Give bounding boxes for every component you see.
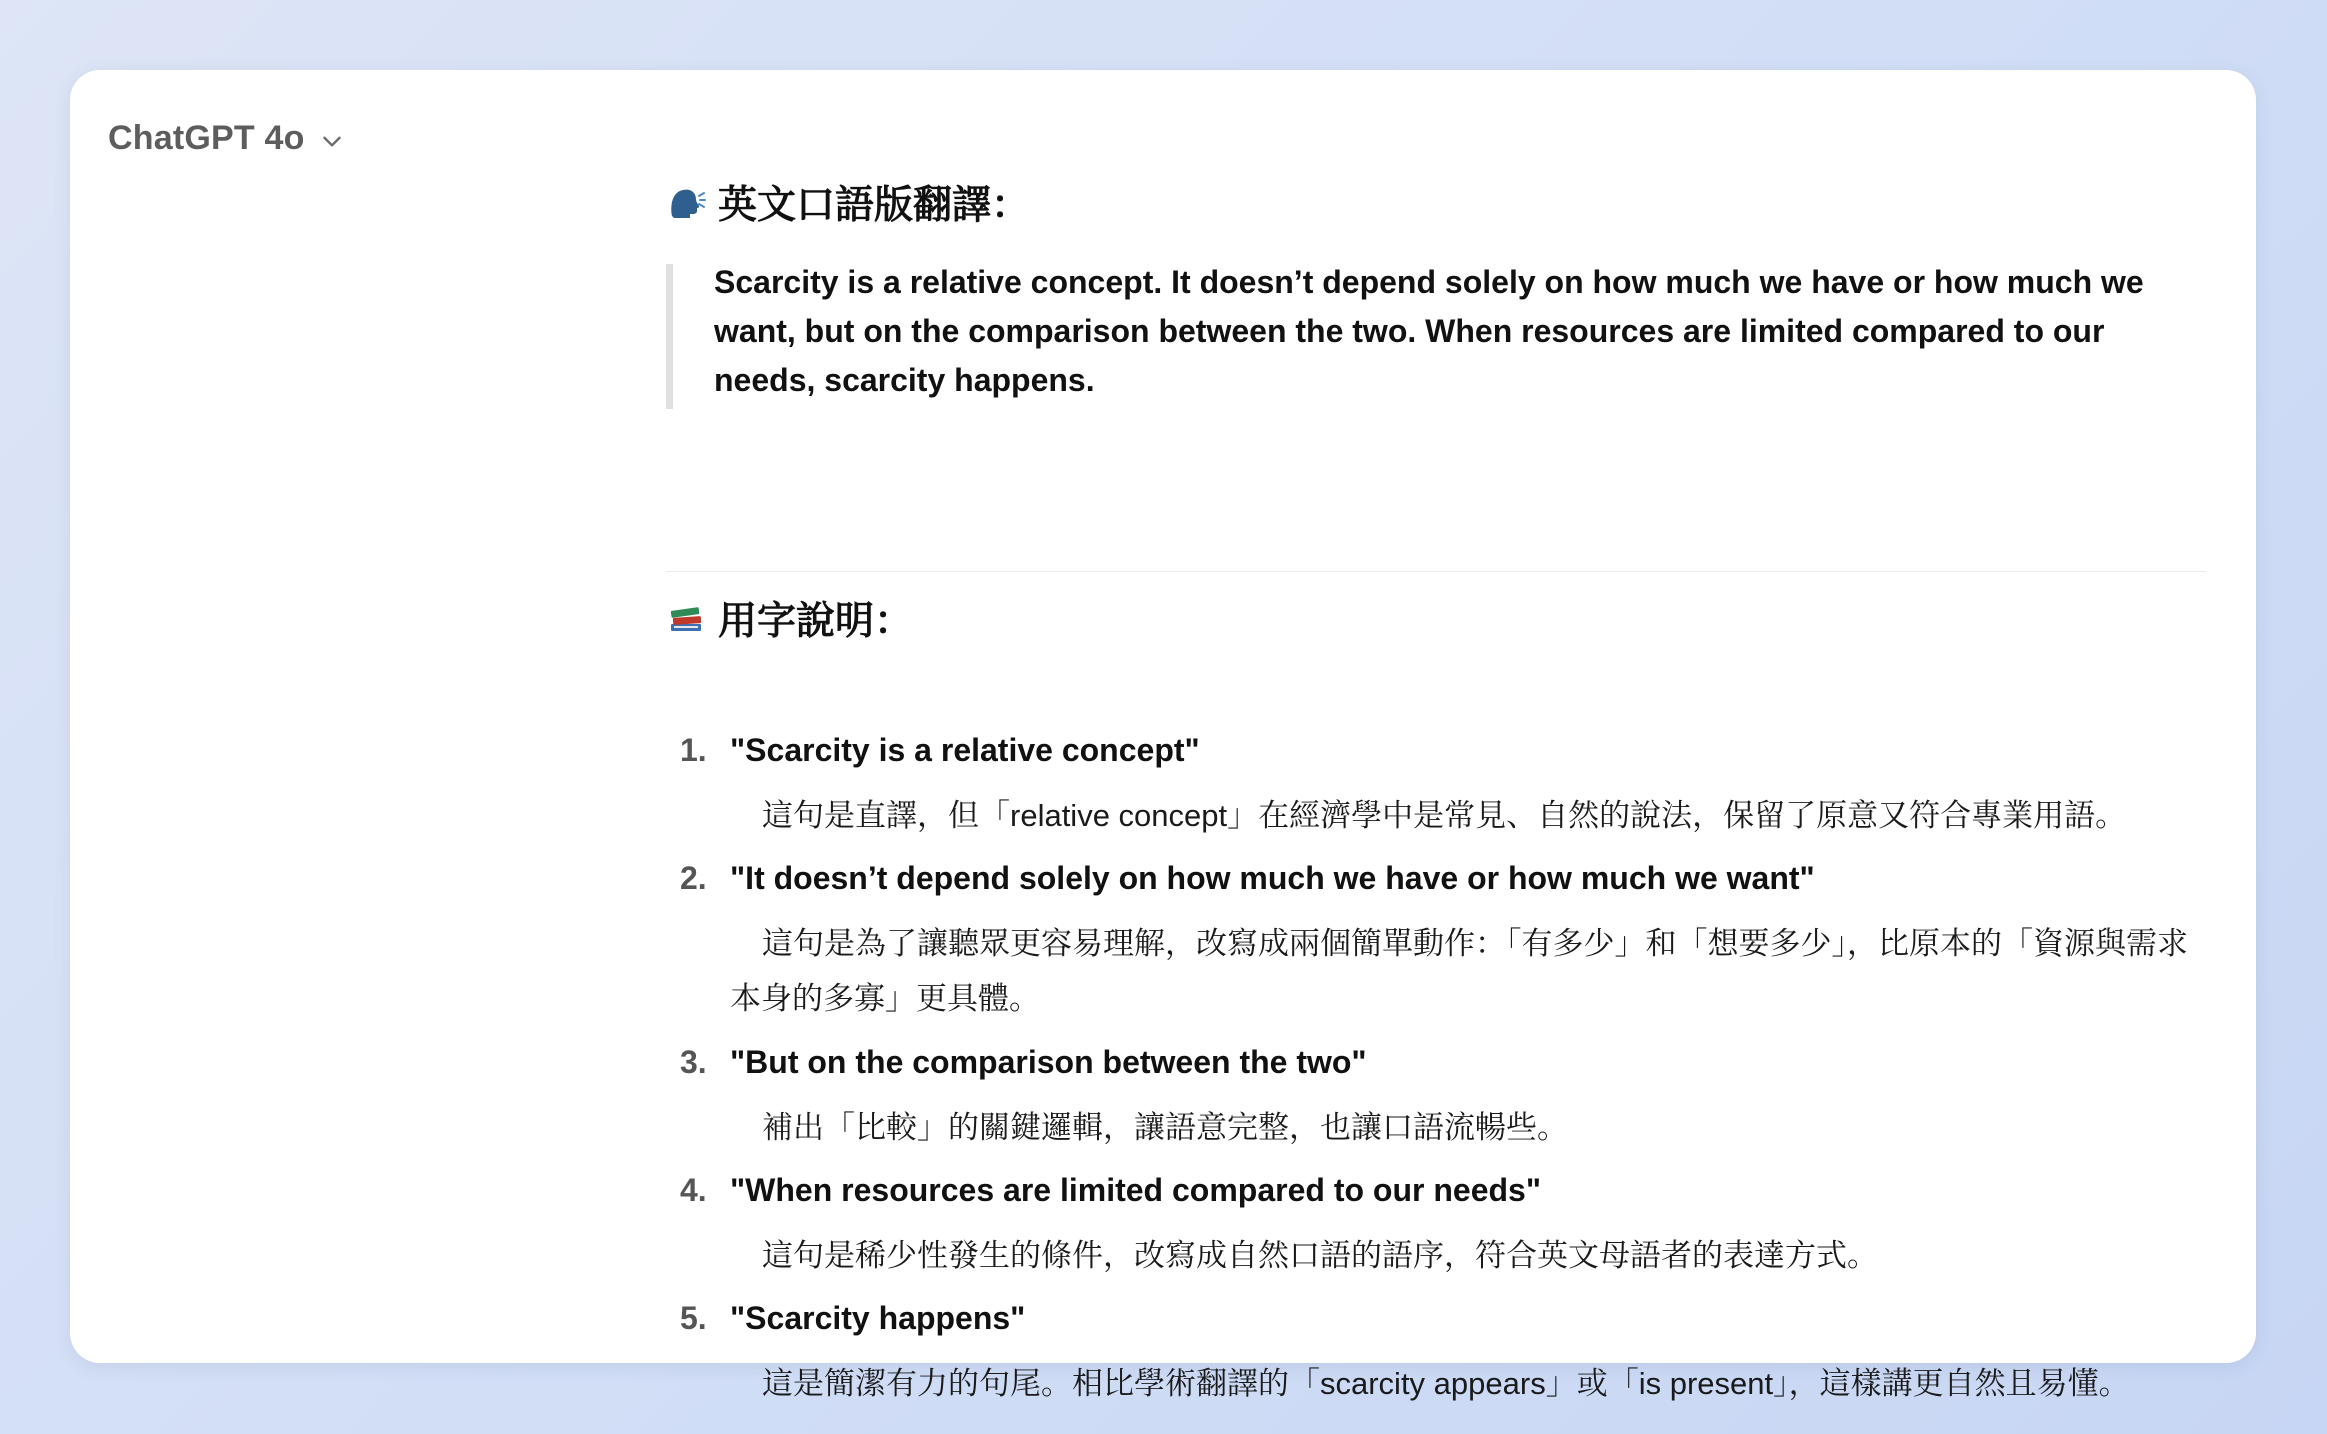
- translation-quote-text: Scarcity is a relative concept. It doesn’t depend solely on how much we have or how much we want, but on the comparison between the two. When resources are limited compared to our needs, scarcity happens.: [714, 264, 2144, 398]
- list-item-number: 4.: [680, 1172, 707, 1208]
- section-divider: [666, 571, 2206, 572]
- list-item-phrase: "It doesn’t depend solely on how much we have or how much we want": [730, 860, 1815, 896]
- list-item-note: 補出「比較」的關鍵邏輯，讓語意完整，也讓口語流暢些。: [762, 1110, 1568, 1145]
- list-item-phrase: "When resources are limited compared to our needs": [730, 1172, 1541, 1208]
- translation-heading: [666, 174, 1030, 230]
- list-item-note: 這句是直譯，但「relative concept」在經濟學中是常見、自然的說法，保留了原意又符合專業用語。: [762, 798, 2127, 833]
- explanation-heading: [666, 590, 913, 646]
- model-switcher-button[interactable]: [108, 110, 355, 166]
- chevron-down-icon: [319, 128, 345, 154]
- list-item-phrase: "Scarcity happens": [730, 1300, 1026, 1336]
- list-item-note: 這句是為了讓聽眾更容易理解，改寫成兩個簡單動作：「有多少」和「想要多少」，比原本的「資源與需求本身的多寡」更具體。: [730, 926, 2188, 1016]
- list-item-note: 這是簡潔有力的句尾。相比學術翻譯的「scarcity appears」或「is present」，這樣講更自然且易懂。: [762, 1366, 2130, 1401]
- chat-window: [70, 70, 2256, 1401]
- list-item-number: 5.: [680, 1300, 707, 1336]
- list-item-number: 1.: [680, 732, 707, 768]
- translation-heading-text: 英文口語版翻譯：: [718, 184, 1031, 227]
- list-item-phrase: "But on the comparison between the two": [730, 1044, 1367, 1080]
- explanation-heading-text: 用字說明：: [718, 600, 914, 643]
- translation-quote: [666, 264, 2206, 409]
- model-name: ChatGPT 4o: [108, 118, 305, 157]
- list-item-note: 這句是稀少性發生的條件，改寫成自然口語的語序，符合英文母語者的表達方式。: [762, 1238, 1878, 1273]
- speaking-head-emoji-icon: [666, 182, 706, 222]
- list-item-number: 2.: [680, 860, 707, 896]
- list-item-number: 3.: [680, 1044, 707, 1080]
- books-emoji-icon: [666, 598, 706, 638]
- list-item-phrase: "Scarcity is a relative concept": [730, 732, 1200, 768]
